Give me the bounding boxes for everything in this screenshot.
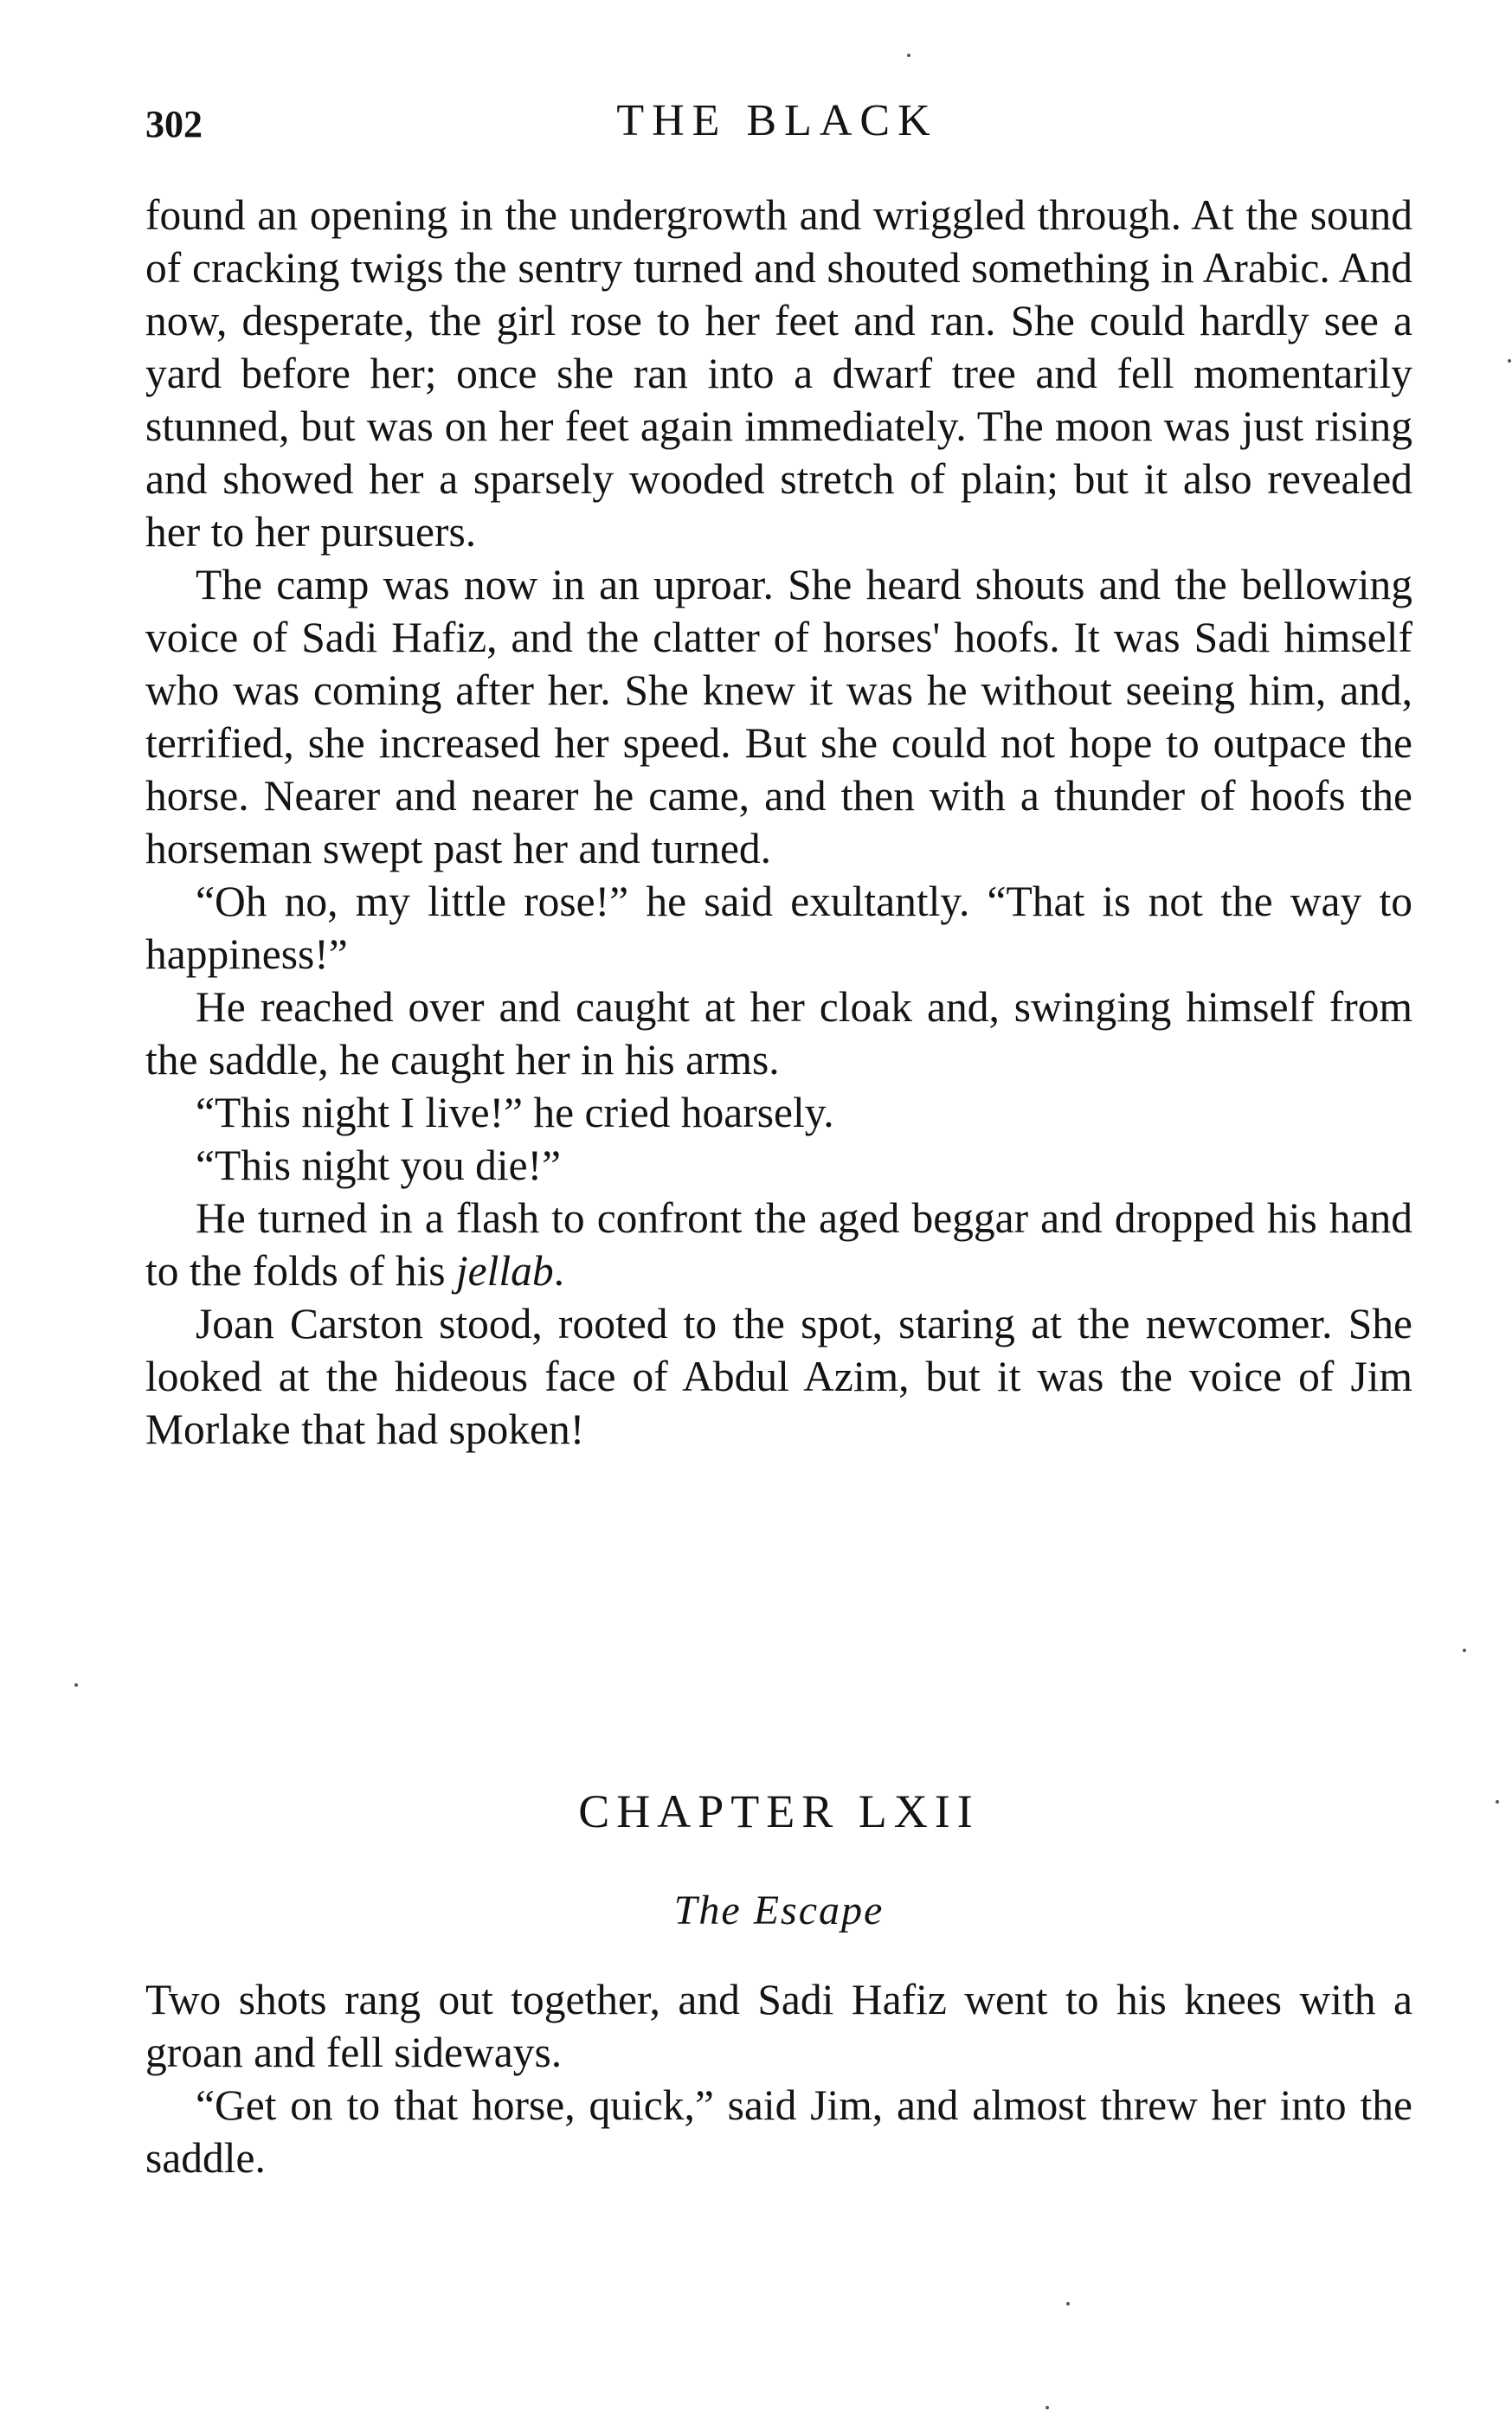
chapter-subtitle: The Escape [673, 1888, 885, 1933]
paragraph: “Get on to that horse, quick,” said Jim, and almost threw her into the saddle. [145, 2081, 1412, 2182]
paragraph: Two shots rang out together, and Sadi Hafiz went to his knees with a groan and fell sideways. [145, 1976, 1412, 2076]
scan-speck [907, 54, 910, 57]
paragraph: “This night I live!” he cried hoarsely. [196, 1089, 834, 1136]
body-text-section-one [145, 189, 1412, 1456]
paragraph: He reached over and caught at her cloak and, swinging himself from the saddle, he caught her in his arms. [145, 983, 1412, 1084]
scan-speck [1066, 2302, 1070, 2306]
scan-speck [1496, 1800, 1499, 1804]
paragraph: “This night you die!” [196, 1142, 562, 1189]
scan-speck [74, 1683, 78, 1687]
paragraph: Joan Carston stood, rooted to the spot, staring at the newcomer. She looked at the hideous face of Abdul Azim, but it was the voice of Jim Morlake that had spoken! [145, 1300, 1412, 1453]
page-number: 302 [145, 103, 203, 145]
running-head [145, 95, 1409, 156]
running-title: THE BLACK [616, 96, 938, 145]
punctuation: . [553, 1247, 564, 1295]
scan-speck [1046, 2406, 1049, 2409]
paragraph-text: He turned in a flash to confront the aged beggar and dropped his hand to the folds of his [145, 1194, 1412, 1295]
paragraph: “Oh no, my little rose!” he said exultantly. “That is not the way to happiness!” [145, 878, 1412, 978]
chapter-heading: CHAPTER LXII [578, 1785, 980, 1837]
body-text-section-two [145, 1973, 1412, 2184]
paragraph: found an opening in the undergrowth and wriggled through. At the sound of cracking twigs the sentry turned and shouted something in Arabic. And now, desperate, the girl rose to her feet and ran. She could hardly see a yard before her; once she ran into a dwarf tree and fell momentarily stunned, but was on her feet again immediately. The moon was just rising and showed her a sparsely wooded stretch of plain; but it also revealed her to her pursuers. [145, 191, 1412, 556]
italic-term: jellab [455, 1247, 554, 1295]
scan-speck [1508, 359, 1511, 363]
paragraph-with-italic [145, 1192, 1412, 1297]
paragraph: The camp was now in an uproar. She heard shouts and the bellowing voice of Sadi Hafiz, and the clatter of horses' hoofs. It was Sadi himself who was coming after her. She knew it was he without seeing him, and, terrified, she increased her speed. But she could not hope to outpace the horse. Nearer and nearer he came, and then with a thunder of hoofs the horseman swept past her and turned. [145, 561, 1412, 872]
scan-speck [1463, 1649, 1466, 1652]
